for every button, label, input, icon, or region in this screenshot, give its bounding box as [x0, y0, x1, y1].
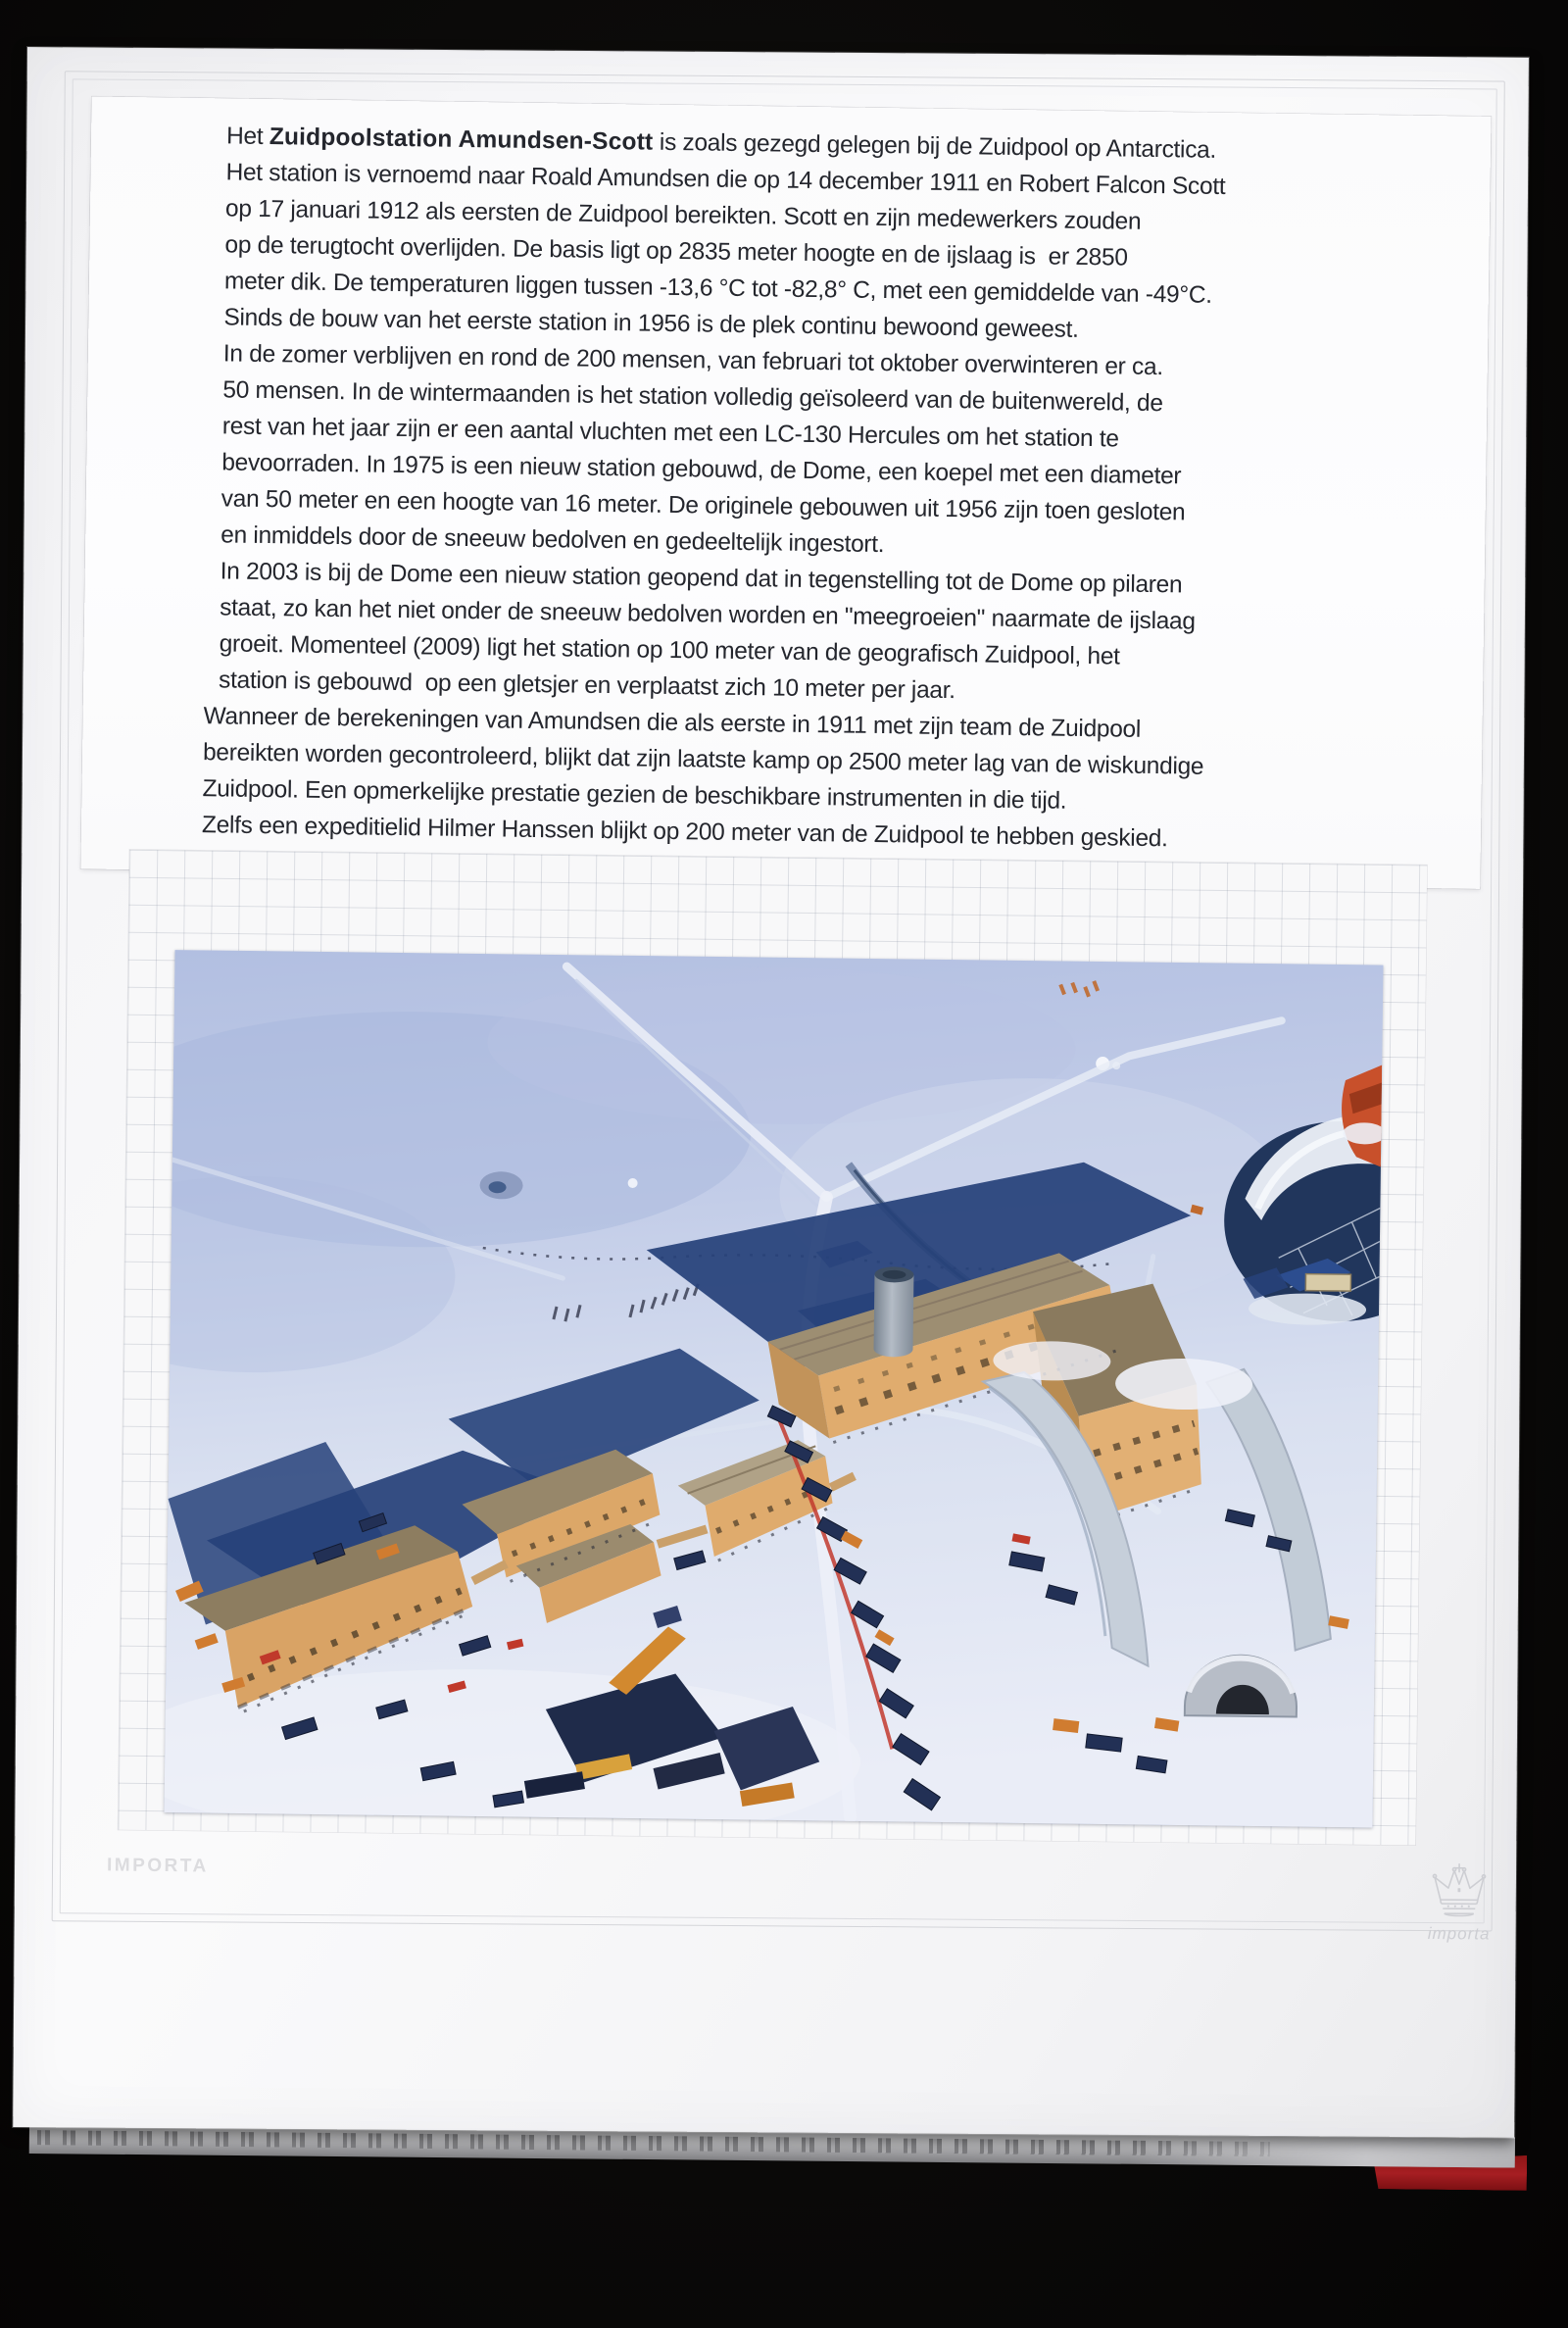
article-line: meter dik. De temperaturen liggen tussen -13,6 °C tot -82,8° C, met een gemiddelde van -49°C.: [223, 268, 1212, 309]
article-line: station is gebouwd op een gletsjer en verplaatst zich 10 meter per jaar.: [218, 667, 956, 705]
article-line: staat, zo kan het niet onder de sneeuw bedolven worden en "meegroeien" naarmate de ijslaag: [220, 594, 1196, 635]
article-line: rest van het jaar zijn er een aantal vluchten met een LC-130 Hercules om het station te: [221, 413, 1119, 453]
article-line: op de terugtocht overlijden. De basis ligt op 2835 meter hoogte en de ijslaag is er 2850: [224, 231, 1128, 272]
importa-crown-logo: [1412, 1860, 1507, 1945]
article-lines: [201, 154, 1461, 861]
text-paper: [80, 96, 1491, 888]
article-line: In de zomer verblijven en rond de 200 mensen, van februari tot oktober overwinteren er ca.: [222, 340, 1164, 381]
article-line: en inmiddels door de sneeuw bedolven en gedeeltelijk ingestort.: [220, 521, 885, 559]
article-line: bevoorraden. In 1975 is een nieuw station gebouwd, de Dome, een koepel met een diameter: [221, 449, 1182, 490]
article-line: 50 mensen. In de wintermaanden is het station volledig geïsoleerd van de buitenwereld, de: [222, 376, 1163, 418]
article-line: van 50 meter en een hoogte van 16 meter. De originele gebouwen uit 1956 zijn toen gesloten: [220, 485, 1186, 526]
article-line: Zuidpool. Een opmerkelijke prestatie gezien de beschikbare instrumenten in die tijd.: [202, 775, 1067, 815]
article-line1-pre: Het: [225, 123, 270, 151]
importa-watermark: IMPORTA: [106, 1855, 209, 1877]
article-line: groeit. Momenteel (2009) ligt het station op 100 meter van de geografisch Zuidpool, het: [219, 630, 1120, 670]
station-aerial-photo: [165, 950, 1384, 1827]
fuel-cylinder-tower: [873, 1266, 913, 1357]
article-line: In 2003 is bij de Dome een nieuw station geopend dat in tegenstelling tot de Dome op pilaren: [220, 558, 1183, 599]
crown-icon: [1429, 1860, 1490, 1921]
article-line1-post: is zoals gezegd gelegen bij de Zuidpool op Antarctica.: [653, 128, 1217, 164]
article: [81, 96, 1492, 861]
station-aerial-photo-svg: [165, 950, 1384, 1827]
importa-logo-text: importa: [1427, 1924, 1491, 1944]
article-line: Het station is vernoemd naar Roald Amundsen die op 14 december 1911 en Robert Falcon Scott: [225, 159, 1226, 201]
article-line: bereikten worden gecontroleerd, blijkt dat zijn laatste kamp op 2500 meter lag van de wiskundige: [202, 739, 1204, 780]
article-line: Wanneer de berekeningen van Amundsen die als eerste in 1911 met zijn team de Zuidpool: [203, 703, 1142, 743]
article-line: op 17 januari 1912 als eersten de Zuidpool bereikten. Scott en zijn medewerkers zouden: [224, 195, 1142, 235]
article-line: Sinds de bouw van het eerste station in 1956 is de plek continu bewoond geweest.: [223, 304, 1079, 343]
album-page: [13, 47, 1529, 2138]
article-line: Zelfs een expeditielid Hilmer Hanssen blijkt op 200 meter van de Zuidpool te hebben geskied.: [201, 812, 1168, 853]
article-line1-bold: Zuidpoolstation Amundsen-Scott: [269, 124, 654, 156]
